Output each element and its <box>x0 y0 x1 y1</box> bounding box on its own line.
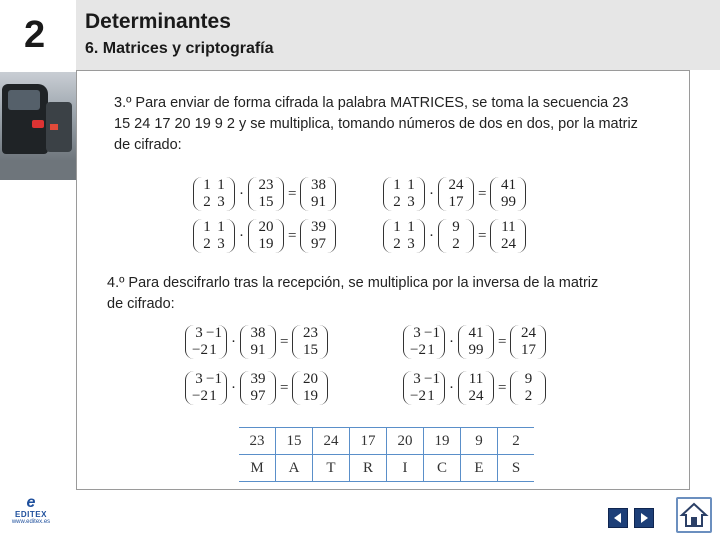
cipher-matrix: 1 1 2 3 <box>193 177 235 211</box>
table-cell: 17 <box>350 428 387 455</box>
logo-mark: e <box>26 494 36 511</box>
input-vector: 23 15 <box>248 177 284 211</box>
encrypt-equation-2: 1 1 2 3 · 24 17 = 41 99 <box>383 177 526 211</box>
header-bar <box>76 0 720 70</box>
input-vector: 38 91 <box>240 325 276 359</box>
home-button[interactable] <box>676 497 712 533</box>
inverse-matrix: 3 −1 −2 1 <box>185 371 227 405</box>
input-vector: 9 2 <box>438 219 474 253</box>
cipher-matrix: 1 1 2 3 <box>383 219 425 253</box>
next-arrow-icon <box>635 509 653 527</box>
page-title: Determinantes <box>85 10 231 33</box>
table-cell: M <box>239 455 276 482</box>
result-vector: 9 2 <box>510 371 546 405</box>
step4-paragraph: 4.º Para descifrarlo tras la recepción, se multiplica por la inversa de la matriz de cifrado: <box>107 275 599 312</box>
result-vector: 20 19 <box>292 371 328 405</box>
decrypt-equation-2: 3 −1 −2 1 · 41 99 = 24 17 <box>403 325 546 359</box>
table-cell: A <box>276 455 313 482</box>
decrypt-equation-3: 3 −1 −2 1 · 39 97 = 20 19 <box>185 371 328 405</box>
logo-url: www.editex.es <box>11 519 51 525</box>
decoding-table <box>239 427 534 482</box>
cipher-matrix: 1 1 2 3 <box>193 219 235 253</box>
next-button[interactable] <box>634 508 654 528</box>
inverse-matrix: 3 −1 −2 1 <box>403 325 445 359</box>
encrypt-equation-4: 1 1 2 3 · 9 2 = 11 24 <box>383 219 526 253</box>
result-vector: 23 15 <box>292 325 328 359</box>
table-cell: T <box>313 455 350 482</box>
home-icon <box>678 499 710 531</box>
decrypt-equation-4: 3 −1 −2 1 · 11 24 = 9 2 <box>403 371 546 405</box>
result-vector: 41 99 <box>490 177 526 211</box>
table-cell: C <box>424 455 461 482</box>
table-cell: I <box>387 455 424 482</box>
input-vector: 24 17 <box>438 177 474 211</box>
step3-paragraph: 3.º Para enviar de forma cifrada la palabra MATRICES, se toma la secuencia 23 15 24 17 20 19 9 2 y se multiplica, tomando números de dos en dos, por la matriz de cifrado: <box>114 95 638 153</box>
table-cell: S <box>498 455 535 482</box>
table-cell: 24 <box>313 428 350 455</box>
encrypt-equation-3: 1 1 2 3 · 20 19 = 39 97 <box>193 219 336 253</box>
table-row-numbers <box>239 428 534 455</box>
table-row-letters <box>239 455 534 482</box>
encrypt-equation-1: 1 1 2 3 · 23 15 = 38 91 <box>193 177 336 211</box>
result-vector: 11 24 <box>490 219 526 253</box>
decrypt-equation-1: 3 −1 −2 1 · 38 91 = 23 15 <box>185 325 328 359</box>
input-vector: 11 24 <box>458 371 494 405</box>
table-cell: R <box>350 455 387 482</box>
table-cell: 23 <box>239 428 276 455</box>
inverse-matrix: 3 −1 −2 1 <box>403 371 445 405</box>
page-subtitle: 6. Matrices y criptografía <box>85 40 274 57</box>
table-cell: 2 <box>498 428 535 455</box>
result-vector: 39 97 <box>300 219 336 253</box>
input-vector: 39 97 <box>240 371 276 405</box>
traffic-photo <box>0 72 76 180</box>
content-panel <box>76 70 690 490</box>
prev-button[interactable] <box>608 508 628 528</box>
table-cell: 20 <box>387 428 424 455</box>
table-cell: 15 <box>276 428 313 455</box>
cipher-matrix: 1 1 2 3 <box>383 177 425 211</box>
table-cell: 19 <box>424 428 461 455</box>
result-vector: 38 91 <box>300 177 336 211</box>
editex-logo <box>6 496 56 538</box>
result-vector: 24 17 <box>510 325 546 359</box>
table-cell: 9 <box>461 428 498 455</box>
prev-arrow-icon <box>609 509 627 527</box>
logo-text: EDITEX <box>15 510 47 519</box>
inverse-matrix: 3 −1 −2 1 <box>185 325 227 359</box>
table-cell: E <box>461 455 498 482</box>
input-vector: 41 99 <box>458 325 494 359</box>
chapter-number: 2 <box>24 14 46 56</box>
input-vector: 20 19 <box>248 219 284 253</box>
